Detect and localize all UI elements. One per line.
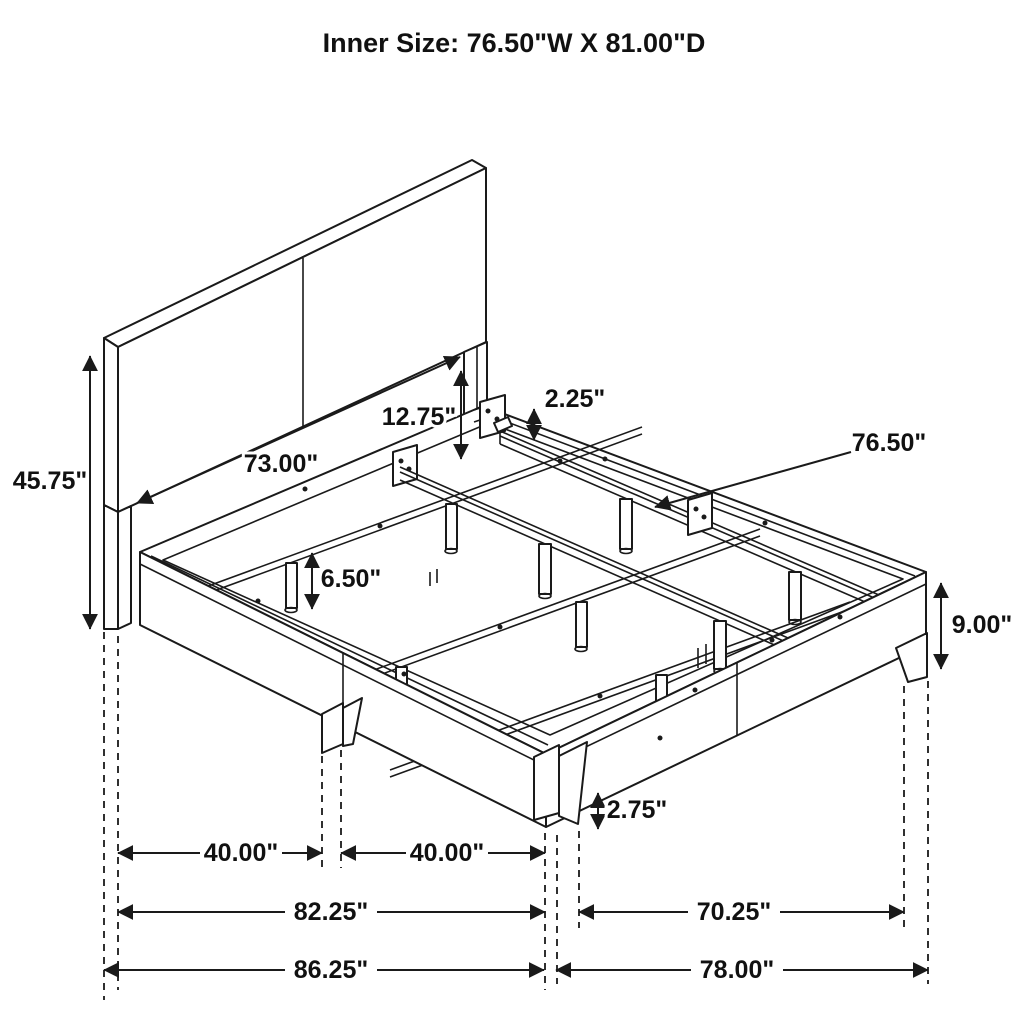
bracket-hole	[486, 409, 491, 414]
headboard-width-label: 73.00"	[243, 450, 319, 478]
bracket-hole	[694, 507, 699, 512]
bracket-hole	[702, 515, 707, 520]
screw-dot	[603, 457, 608, 462]
end-span-inner-label: 70.25"	[696, 898, 772, 926]
screw-dot	[598, 694, 603, 699]
headboard-left-leg-side	[118, 506, 131, 629]
slat-1-leg-a	[286, 563, 297, 608]
front-corner-leg	[534, 745, 559, 820]
headboard-left-edge	[104, 338, 118, 512]
slat-1-leg-b	[446, 504, 457, 549]
rail-2-leg-a	[539, 544, 551, 594]
screw-dot	[838, 615, 843, 620]
headboard-left-leg-front	[104, 505, 118, 629]
screw-dot	[498, 625, 503, 630]
bracket-hole	[399, 459, 404, 464]
screw-dot	[402, 672, 407, 677]
support-rail-label: 76.50"	[851, 429, 927, 457]
screw-dot	[303, 487, 308, 492]
screw-dot	[658, 736, 663, 741]
screw-dot	[378, 524, 383, 529]
screw-dot	[770, 638, 775, 643]
panel-offset-label: 12.75"	[381, 403, 457, 431]
support-leg-label: 6.50"	[320, 565, 382, 593]
side-span-inner-label: 82.25"	[293, 898, 369, 926]
leg-span-head-label: 40.00"	[203, 839, 279, 867]
overall-height-label: 45.75"	[12, 467, 88, 495]
screw-dot	[693, 688, 698, 693]
end-span-outer-label: 78.00"	[699, 956, 775, 984]
frame-height-label: 9.00"	[951, 611, 1013, 639]
foot-height-label: 2.75"	[606, 796, 668, 824]
leg-span-foot-label: 40.00"	[409, 839, 485, 867]
center-support-bracket	[688, 493, 712, 535]
rail-1-leg-b	[789, 572, 801, 620]
inner-size-title: Inner Size: 76.50"W X 81.00"D	[322, 28, 706, 58]
rail-2-bracket	[393, 445, 417, 486]
rail-1-leg-a	[620, 499, 632, 549]
screw-dot	[558, 459, 563, 464]
screw-dot	[763, 521, 768, 526]
slat-2-leg-b	[576, 602, 587, 647]
support-rail-leader	[655, 452, 851, 507]
rail-2-leg-b	[714, 621, 726, 669]
front-corner-foot	[559, 742, 587, 824]
screw-dot	[256, 599, 261, 604]
side-span-outer-label: 86.25"	[293, 956, 369, 984]
bracket-gap-label: 2.25"	[544, 385, 606, 413]
